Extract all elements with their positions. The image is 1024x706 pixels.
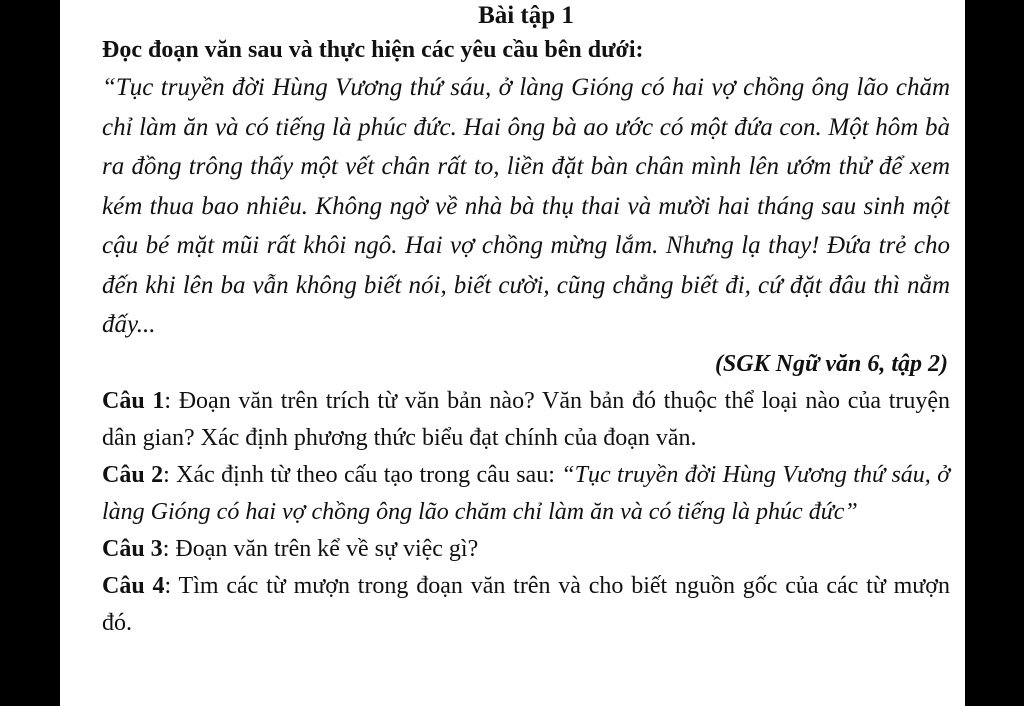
passage-source: (SGK Ngữ văn 6, tập 2): [714, 350, 948, 377]
question-4-label: Câu 4: [102, 572, 165, 599]
document-page: [60, 0, 965, 706]
question-1: [102, 383, 950, 457]
question-1-text: : Đoạn văn trên trích từ văn bản nào? Văn bản đó thuộc thể loại nào của truyện dân gian? Xác định phương thức biểu đạt chính của đoạn văn.: [102, 387, 951, 451]
exercise-title: Bài tập 1: [478, 2, 574, 29]
question-2-quote: “Tục truyền đời Hùng Vương thứ sáu, ở làng Gióng có hai vợ chồng ông lão chăm chỉ làm ăn và có tiếng là phúc đức”: [102, 461, 950, 525]
question-2: [102, 457, 950, 531]
question-3-text: : Đoạn văn trên kể về sự việc gì?: [162, 535, 479, 562]
question-2-label: Câu 2: [102, 461, 164, 488]
question-3-label: Câu 3: [102, 535, 163, 562]
question-4: [102, 568, 950, 642]
question-1-label: Câu 1: [102, 387, 165, 414]
exercise-instruction: Đọc đoạn văn sau và thực hiện các yêu cầu bên dưới:: [102, 37, 644, 63]
document-content: [102, 2, 950, 642]
question-4-text: : Tìm các từ mượn trong đoạn văn trên và cho biết nguồn gốc của các từ mượn đó.: [102, 572, 950, 636]
question-2-text: : Xác định từ theo cấu tạo trong câu sau:: [163, 461, 562, 488]
reading-passage: “Tục truyền đời Hùng Vương thứ sáu, ở làng Gióng có hai vợ chồng ông lão chăm chỉ làm ăn và có tiếng là phúc đức. Hai ông bà ao ước có một đứa con. Một hôm bà ra đồng trông thấy một vết chân rất to, liền đặt bàn chân mình lên ướm thử để xem kém thua bao nhiêu. Không ngờ về nhà bà thụ thai và mười hai tháng sau sinh một cậu bé mặt mũi rất khôi ngô. Hai vợ chồng mừng lắm. Nhưng lạ thay! Đứa trẻ cho đến khi lên ba vẫn không biết nói, biết cười, cũng chẳng biết đi, cứ đặt đâu thì nằm đấy...: [102, 74, 950, 338]
question-3: [102, 531, 950, 568]
